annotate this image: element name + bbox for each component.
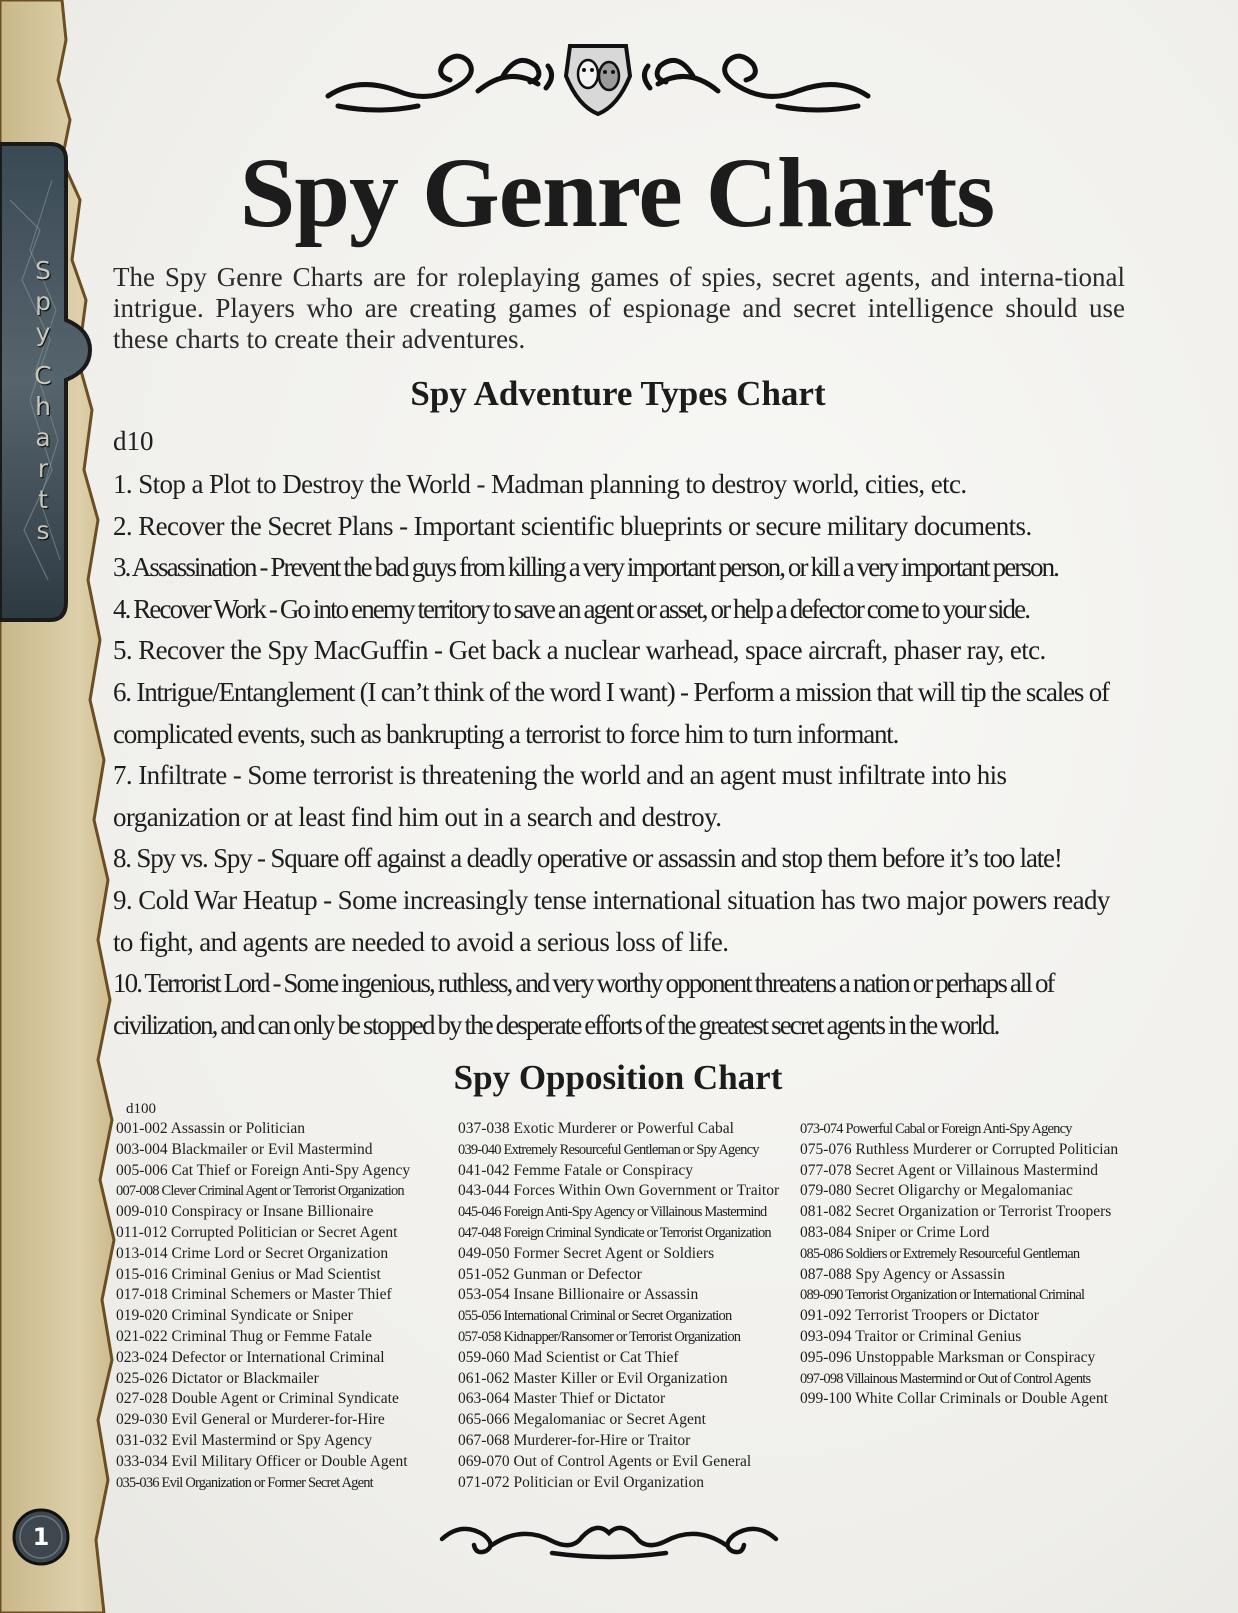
list-item: 041-042 Femme Fatale or Conspiracy bbox=[458, 1161, 694, 1179]
list-item: 071-072 Politician or Evil Organization bbox=[458, 1473, 704, 1491]
side-tab-label: S p y C h a r t s bbox=[34, 256, 52, 545]
list-item: 013-014 Crime Lord or Secret Organization bbox=[116, 1244, 389, 1262]
list-item: 067-068 Murderer-for-Hire or Traitor bbox=[458, 1431, 691, 1449]
list-item: 083-084 Sniper or Crime Lord bbox=[800, 1223, 990, 1241]
list-item: 043-044 Forces Within Own Government or Traitor bbox=[458, 1182, 780, 1200]
list-item: 081-082 Secret Organization or Terrorist Troopers bbox=[800, 1203, 1112, 1221]
list-item: 087-088 Spy Agency or Assassin bbox=[800, 1265, 1005, 1283]
list-item: 085-086 Soldiers or Extremely Resourceful Gentleman bbox=[800, 1245, 1080, 1262]
adventure-list bbox=[113, 464, 1133, 1046]
list-item: 077-078 Secret Agent or Villainous Mastermind bbox=[800, 1161, 1098, 1179]
page-number: 1 bbox=[32, 1523, 50, 1551]
list-item: 051-052 Gunman or Defector bbox=[458, 1265, 642, 1283]
list-item: 023-024 Defector or International Criminal bbox=[116, 1348, 385, 1366]
page-title: Spy Genre Charts bbox=[239, 137, 995, 248]
intro-paragraph: The Spy Genre Charts are for roleplaying games of spies, secret agents, and interna-tional intrigue. Players who are creating games of espionage and secret intelligence should use these charts to create their adventures. bbox=[113, 262, 1125, 354]
list-item: 097-098 Villainous Mastermind or Out of Control Agents bbox=[800, 1370, 1091, 1387]
opposition-chart-heading: Spy Opposition Chart bbox=[453, 1058, 783, 1097]
list-item: 027-028 Double Agent or Criminal Syndicate bbox=[116, 1390, 399, 1408]
opposition-column-2 bbox=[458, 1119, 788, 1493]
list-item: 015-016 Criminal Genius or Mad Scientist bbox=[116, 1265, 381, 1283]
list-item: 10. Terrorist Lord - Some ingenious, ruthless, and very worthy opponent threatens a nation or perhaps all of civilization, and can only be stopped by the desperate efforts of the greatest secret agents in the world. bbox=[113, 968, 1054, 1040]
list-item: 099-100 White Collar Criminals or Double Agent bbox=[800, 1390, 1108, 1408]
bottom-ornament-icon bbox=[432, 1515, 786, 1561]
adventure-chart-heading: Spy Adventure Types Chart bbox=[410, 374, 826, 413]
list-item: 037-038 Exotic Murderer or Powerful Cabal bbox=[458, 1120, 734, 1137]
adventure-die-label: d10 bbox=[113, 426, 154, 456]
list-item: 079-080 Secret Oligarchy or Megalomaniac bbox=[800, 1182, 1073, 1200]
list-item: 049-050 Former Secret Agent or Soldiers bbox=[458, 1244, 715, 1262]
opposition-column-1 bbox=[116, 1119, 446, 1493]
top-ornament-icon bbox=[318, 36, 878, 118]
list-item: 047-048 Foreign Criminal Syndicate or Terrorist Organization bbox=[458, 1224, 771, 1241]
list-item: 059-060 Mad Scientist or Cat Thief bbox=[458, 1348, 679, 1366]
list-item: 1. Stop a Plot to Destroy the World - Madman planning to destroy world, cities, etc. bbox=[113, 469, 967, 499]
opposition-column-3 bbox=[800, 1119, 1130, 1410]
opposition-die-label: d100 bbox=[126, 1101, 156, 1117]
list-item: 039-040 Extremely Resourceful Gentleman or Spy Agency bbox=[458, 1141, 759, 1158]
list-item: 045-046 Foreign Anti-Spy Agency or Villainous Mastermind bbox=[458, 1204, 767, 1221]
list-item: 055-056 International Criminal or Secret Organization bbox=[458, 1308, 732, 1325]
list-item: 3. Assassination - Prevent the bad guys from killing a very important person, or kill a very important person. bbox=[113, 552, 1059, 583]
list-item: 089-090 Terrorist Organization or International Criminal bbox=[800, 1287, 1085, 1304]
list-item: 2. Recover the Secret Plans - Important scientific blueprints or secure military documents. bbox=[113, 510, 1032, 541]
list-item: 001-002 Assassin or Politician bbox=[116, 1120, 306, 1137]
list-item: 017-018 Criminal Schemers or Master Thief bbox=[116, 1286, 392, 1304]
list-item: 6. Intrigue/Entanglement (I can’t think of the word I want) - Perform a mission that will tip the scales of complicated events, such as bankrupting a terrorist to force him to turn informant. bbox=[113, 676, 1109, 749]
list-item: 019-020 Criminal Syndicate or Sniper bbox=[116, 1307, 353, 1325]
list-item: 069-070 Out of Control Agents or Evil General bbox=[458, 1452, 752, 1470]
list-item: 091-092 Terrorist Troopers or Dictator bbox=[800, 1307, 1039, 1325]
list-item: 061-062 Master Killer or Evil Organization bbox=[458, 1369, 728, 1387]
list-item: 8. Spy vs. Spy - Square off against a deadly operative or assassin and stop them before it’s too late! bbox=[113, 843, 1062, 874]
list-item: 005-006 Cat Thief or Foreign Anti-Spy Agency bbox=[116, 1161, 411, 1179]
list-item: 057-058 Kidnapper/Ransomer or Terrorist Organization bbox=[458, 1328, 741, 1345]
list-item: 093-094 Traitor or Criminal Genius bbox=[800, 1327, 1022, 1345]
list-item: 063-064 Master Thief or Dictator bbox=[458, 1390, 666, 1408]
list-item: 007-008 Clever Criminal Agent or Terrorist Organization bbox=[116, 1183, 404, 1200]
list-item: 9. Cold War Heatup - Some increasingly tense international situation has two major powers ready to fight, and agents are needed to avoid a serious loss of life. bbox=[113, 884, 1110, 957]
list-item: 029-030 Evil General or Murderer-for-Hire bbox=[116, 1411, 385, 1429]
list-item: 025-026 Dictator or Blackmailer bbox=[116, 1369, 319, 1387]
list-item: 053-054 Insane Billionaire or Assassin bbox=[458, 1286, 699, 1304]
list-item: 095-096 Unstoppable Marksman or Conspiracy bbox=[800, 1348, 1096, 1366]
list-item: 031-032 Evil Mastermind or Spy Agency bbox=[116, 1431, 373, 1449]
list-item: 033-034 Evil Military Officer or Double Agent bbox=[116, 1452, 408, 1470]
list-item: 073-074 Powerful Cabal or Foreign Anti-Spy Agency bbox=[800, 1121, 1072, 1137]
list-item: 009-010 Conspiracy or Insane Billionaire bbox=[116, 1203, 374, 1221]
list-item: 065-066 Megalomaniac or Secret Agent bbox=[458, 1411, 706, 1429]
list-item: 003-004 Blackmailer or Evil Mastermind bbox=[116, 1140, 373, 1158]
list-item: 5. Recover the Spy MacGuffin - Get back a nuclear warhead, space aircraft, phaser ray, etc. bbox=[113, 635, 1046, 666]
list-item: 7. Infiltrate - Some terrorist is threatening the world and an agent must infiltrate into his organization or at least find him out in a search and destroy. bbox=[113, 760, 1007, 832]
list-item: 011-012 Corrupted Politician or Secret Agent bbox=[116, 1223, 398, 1241]
list-item: 021-022 Criminal Thug or Femme Fatale bbox=[116, 1327, 372, 1345]
list-item: 075-076 Ruthless Murderer or Corrupted Politician bbox=[800, 1140, 1119, 1158]
list-item: 4. Recover Work - Go into enemy territory to save an agent or asset, or help a defector come to your side. bbox=[113, 593, 1030, 624]
list-item: 035-036 Evil Organization or Former Secret Agent bbox=[116, 1474, 373, 1491]
